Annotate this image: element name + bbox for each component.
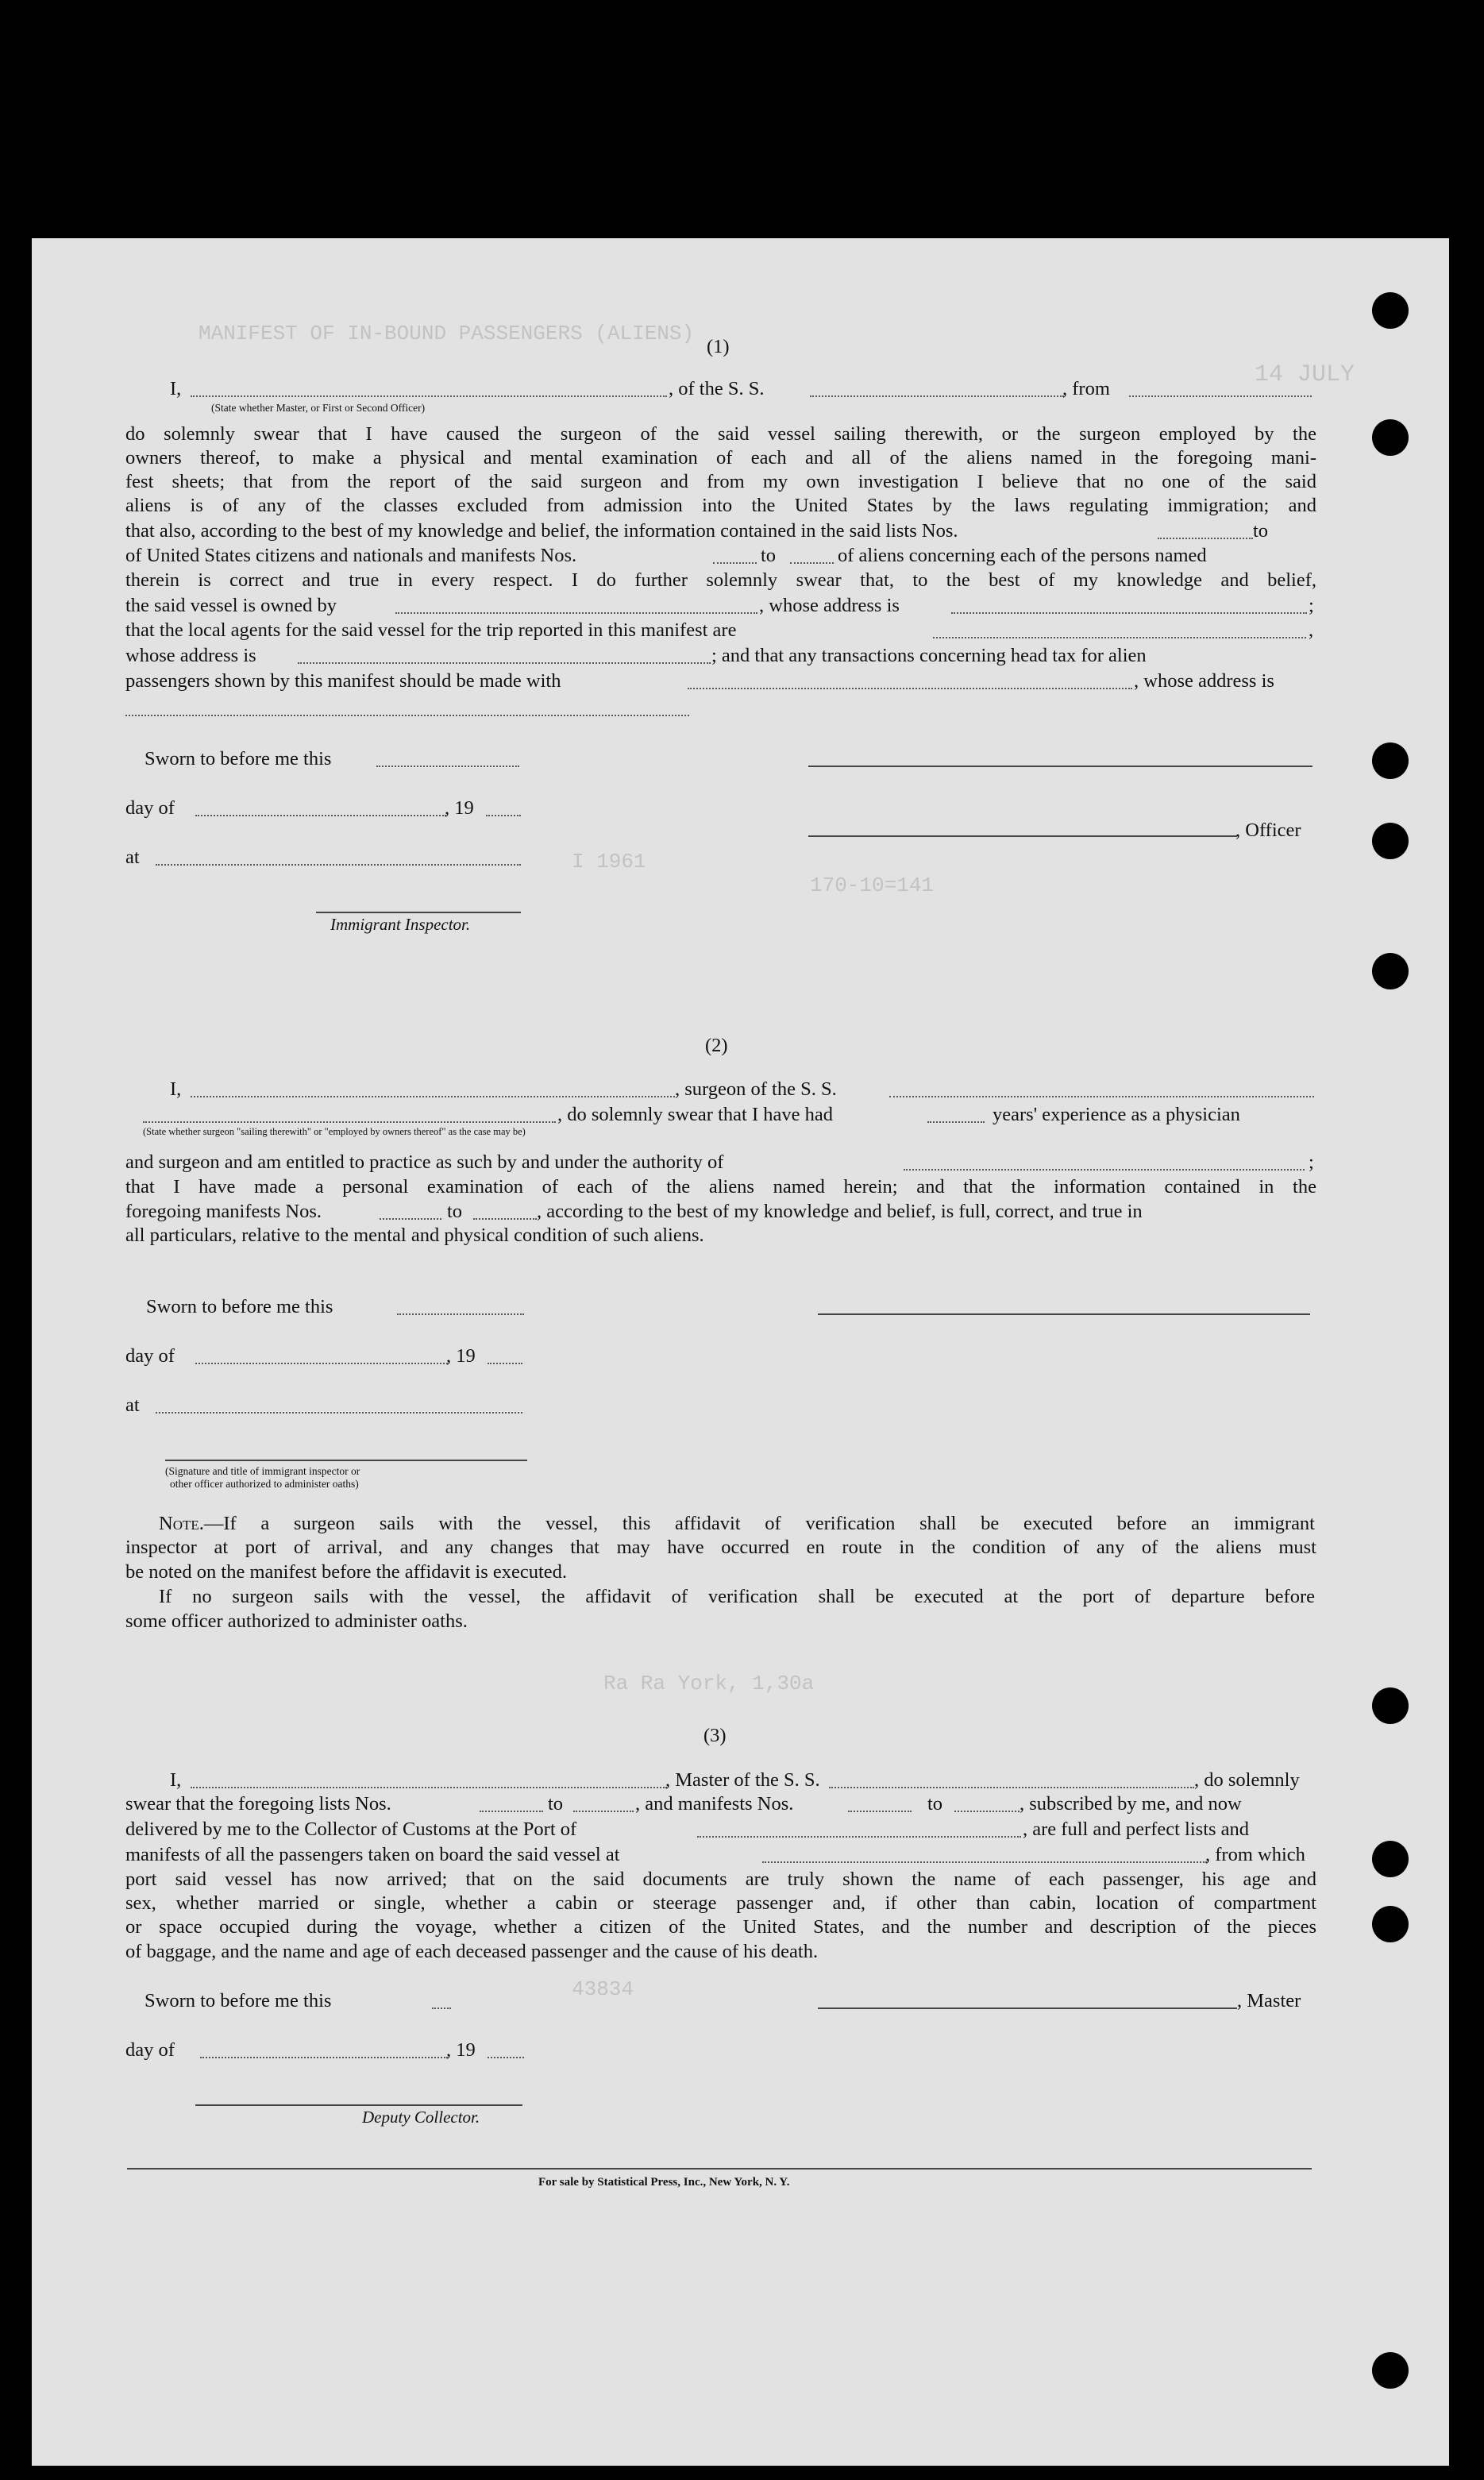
section-number: (2) bbox=[705, 1035, 728, 1056]
bleed-through-text: 170-10=141 bbox=[810, 874, 935, 897]
oath-line: the said vessel is owned by bbox=[125, 595, 337, 616]
oath-line: and surgeon and am entitled to practice as such by and under the authority of bbox=[125, 1151, 724, 1173]
note-line: If no surgeon sails with the vessel, the affidavit of verification shall be executed at the port of departure before bbox=[159, 1586, 1315, 1607]
from-label: , from bbox=[1062, 378, 1110, 399]
day-field[interactable] bbox=[195, 1363, 448, 1364]
year-label: , 19 bbox=[445, 797, 474, 819]
manifest-no-field[interactable] bbox=[954, 1811, 1020, 1812]
oath-line: aliens is of any of the classes excluded from admission into the United States by the laws regulating immigration; and bbox=[125, 495, 1316, 516]
bleed-through-text: 43834 bbox=[572, 1977, 634, 2001]
list-no-field[interactable] bbox=[480, 1811, 543, 1812]
section-number: (3) bbox=[703, 1725, 727, 1746]
do-solemnly-text: , do solemnly bbox=[1194, 1769, 1300, 1791]
oath-line: fest sheets; that from the report of the said surgeon and from my own investigation I believe that no one of the said bbox=[125, 471, 1316, 492]
officer-label: , Officer bbox=[1235, 820, 1301, 841]
master-name-field[interactable] bbox=[191, 1787, 667, 1788]
signature-line bbox=[316, 912, 521, 913]
oath-line: all particulars, relative to the mental and physical condition of such aliens. bbox=[125, 1225, 704, 1246]
oath-line: sex, whether married or single, whether a cabin or steerage passenger and, if other than cabin, location of compartment bbox=[125, 1892, 1316, 1914]
oath-line: delivered by me to the Collector of Customs at the Port of bbox=[125, 1819, 577, 1840]
note-line bbox=[159, 1512, 1315, 1536]
surgeon-type-field[interactable] bbox=[143, 1121, 556, 1123]
master-of-label: , Master of the S. S. bbox=[665, 1769, 820, 1791]
day-of-label: day of bbox=[125, 2039, 175, 2061]
i-label: I, bbox=[170, 1078, 182, 1100]
oath-line: whose address is bbox=[125, 645, 256, 666]
years-text: years' experience as a physician bbox=[993, 1104, 1240, 1125]
year-label: , 19 bbox=[446, 2039, 476, 2061]
port-field[interactable] bbox=[697, 1836, 1021, 1838]
vessel-name-field[interactable] bbox=[810, 395, 1064, 397]
of-ss-label: , of the S. S. bbox=[669, 378, 765, 399]
bleed-through-text: 14 JULY bbox=[1255, 361, 1355, 388]
head-tax-text: ; and that any transactions concerning head tax for alien bbox=[711, 645, 1147, 666]
oath-line: that I have made a personal examination of each of the aliens named herein; and that the information contained in the bbox=[125, 1176, 1316, 1198]
semicolon: ; bbox=[1309, 1151, 1314, 1173]
authority-field[interactable] bbox=[904, 1169, 1305, 1171]
sworn-label: Sworn to before me this bbox=[146, 1296, 333, 1317]
day-of-label: day of bbox=[125, 797, 175, 819]
oath-line: that the local agents for the said vessel for the trip reported in this manifest are bbox=[125, 619, 737, 641]
oath-line: or space occupied during the voyage, whether a citizen of the United States, and the number and description of the pieces bbox=[125, 1916, 1316, 1938]
owner-address-field[interactable] bbox=[951, 612, 1307, 614]
manifest-no-field[interactable] bbox=[380, 1218, 441, 1220]
to-label: to bbox=[761, 545, 777, 566]
manifest-no-field[interactable] bbox=[473, 1218, 537, 1220]
printer-imprint: For sale by Statistical Press, Inc., New York, N. Y. bbox=[538, 2176, 790, 2189]
manifest-no-field[interactable] bbox=[848, 1811, 912, 1812]
year-field[interactable] bbox=[486, 815, 521, 816]
master-label: , Master bbox=[1237, 1990, 1301, 2011]
deputy-collector-label: Deputy Collector. bbox=[362, 2108, 480, 2127]
oath-line: , and manifests Nos. bbox=[635, 1793, 794, 1815]
day-field[interactable] bbox=[195, 815, 446, 816]
from-port-field[interactable] bbox=[1129, 395, 1312, 397]
field-note: (State whether surgeon "sailing therewith" or "employed by owners thereof" as the case may be) bbox=[143, 1126, 526, 1137]
bleed-through-text: I 1961 bbox=[572, 850, 646, 874]
to-label: to bbox=[1253, 520, 1269, 542]
oath-line: of United States citizens and nationals and manifests Nos. bbox=[125, 545, 577, 566]
note-text: —If a surgeon sails with the vessel, this affidavit of verification shall be executed before an immigrant bbox=[203, 1513, 1315, 1534]
whose-address-label: , whose address is bbox=[759, 595, 900, 616]
place-field[interactable] bbox=[156, 1412, 522, 1414]
signature-note: other officer authorized to administer oaths) bbox=[170, 1478, 359, 1490]
note-line: some officer authorized to administer oaths. bbox=[125, 1610, 468, 1632]
oath-line: port said vessel has now arrived; that on the said documents are truly shown the name of each passenger, his age and bbox=[125, 1869, 1316, 1890]
oath-line: , from which bbox=[1205, 1844, 1305, 1865]
master-name-field[interactable] bbox=[191, 395, 667, 397]
field-note: (State whether Master, or First or Second Officer) bbox=[211, 402, 426, 414]
signature-line bbox=[818, 2008, 1237, 2009]
surgeon-name-field[interactable] bbox=[191, 1096, 675, 1097]
note-line: be noted on the manifest before the affidavit is executed. bbox=[125, 1561, 568, 1583]
sworn-label: Sworn to before me this bbox=[145, 1990, 332, 2011]
section-number: (1) bbox=[707, 336, 730, 357]
manifest-no-field[interactable] bbox=[790, 562, 834, 564]
oath-line: swear that the foregoing lists Nos. bbox=[125, 1793, 391, 1815]
oath-line: that also, according to the best of my knowledge and belief, the information contained in the said lists Nos. bbox=[125, 520, 958, 542]
year-field[interactable] bbox=[488, 2057, 524, 2058]
to-label: to bbox=[548, 1793, 564, 1815]
signature-line bbox=[818, 1313, 1310, 1315]
sworn-date-field[interactable] bbox=[432, 2008, 451, 2009]
manifest-no-field[interactable] bbox=[713, 562, 757, 564]
do-solemnly-text: , do solemnly swear that I have had bbox=[557, 1104, 833, 1125]
to-label: to bbox=[927, 1793, 943, 1815]
agent-address-field[interactable] bbox=[298, 662, 711, 664]
place-field[interactable] bbox=[156, 864, 521, 866]
bleed-through-text: Ra Ra York, 1,30a bbox=[603, 1672, 815, 1695]
list-no-field[interactable] bbox=[573, 1811, 634, 1812]
inspector-label: Immigrant Inspector. bbox=[330, 915, 471, 934]
oath-line: of baggage, and the name and age of each deceased passenger and the cause of his death. bbox=[125, 1941, 819, 1962]
oath-line: , subscribed by me, and now bbox=[1020, 1793, 1242, 1815]
note-line: inspector at port of arrival, and any changes that may have occurred en route in the condition of any of the aliens must bbox=[125, 1537, 1316, 1558]
lists-no-field[interactable] bbox=[1158, 538, 1253, 539]
i-label: I, bbox=[170, 1769, 182, 1791]
at-label: at bbox=[125, 1394, 140, 1416]
signature-line bbox=[165, 1460, 527, 1461]
surgeon-of-label: , surgeon of the S. S. bbox=[675, 1078, 837, 1100]
semicolon: ; bbox=[1309, 595, 1314, 616]
oath-line: , are full and perfect lists and bbox=[1023, 1819, 1250, 1840]
local-agents-field[interactable] bbox=[933, 637, 1306, 638]
footer-rule bbox=[127, 2168, 1312, 2170]
day-of-label: day of bbox=[125, 1345, 175, 1367]
at-label: at bbox=[125, 847, 140, 868]
i-label: I, bbox=[170, 378, 182, 399]
head-tax-address-field[interactable] bbox=[125, 715, 689, 716]
sworn-label: Sworn to before me this bbox=[145, 748, 332, 769]
departure-port-field[interactable] bbox=[762, 1861, 1207, 1863]
oath-line: owners thereof, to make a physical and mental examination of each and all of the aliens named in the foregoing mani- bbox=[125, 447, 1316, 469]
aliens-text: of aliens concerning each of the persons named bbox=[838, 545, 1207, 566]
oath-line: therein is correct and true in every respect. I do further solemnly swear that, to the best of my knowledge and belief, bbox=[125, 569, 1316, 591]
oath-line: passengers shown by this manifest should be made with bbox=[125, 670, 561, 692]
oath-line: foregoing manifests Nos. bbox=[125, 1201, 322, 1222]
signature-line bbox=[195, 2104, 522, 2106]
oath-line: , according to the best of my knowledge and belief, is full, correct, and true in bbox=[537, 1201, 1143, 1222]
note-label: Note. bbox=[159, 1513, 204, 1534]
whose-address-label: , whose address is bbox=[1134, 670, 1274, 692]
signature-line bbox=[808, 835, 1237, 837]
day-field[interactable] bbox=[200, 2057, 448, 2058]
owner-field[interactable] bbox=[395, 612, 757, 614]
year-label: , 19 bbox=[446, 1345, 476, 1367]
comma: , bbox=[1309, 619, 1314, 641]
year-field[interactable] bbox=[488, 1363, 522, 1364]
signature-note: (Signature and title of immigrant inspector or bbox=[165, 1465, 360, 1477]
oath-line: do solemnly swear that I have caused the surgeon of the said vessel sailing therewith, or the surgeon employed by the bbox=[125, 423, 1316, 445]
sworn-date-field[interactable] bbox=[376, 766, 519, 767]
oath-line: manifests of all the passengers taken on board the said vessel at bbox=[125, 1844, 620, 1865]
to-label: to bbox=[447, 1201, 463, 1222]
bleed-through-text: MANIFEST OF IN-BOUND PASSENGERS (ALIENS) bbox=[199, 322, 695, 345]
head-tax-party-field[interactable] bbox=[688, 688, 1132, 689]
years-field[interactable] bbox=[927, 1121, 985, 1123]
vessel-name-field[interactable] bbox=[829, 1787, 1194, 1788]
sworn-date-field[interactable] bbox=[397, 1313, 524, 1315]
vessel-name-field[interactable] bbox=[889, 1096, 1314, 1097]
signature-line bbox=[808, 766, 1312, 767]
